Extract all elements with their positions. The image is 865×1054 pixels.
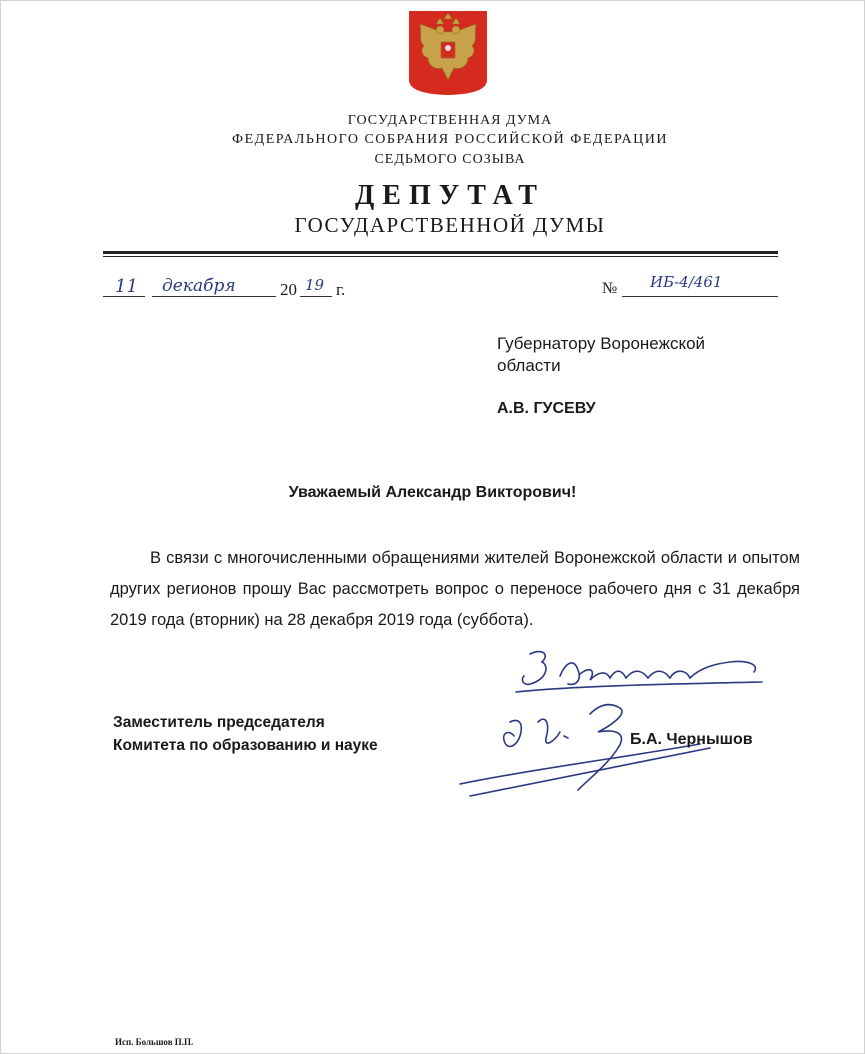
header-subtitle: ГОСУДАРСТВЕННОЙ ДУМЫ: [294, 213, 606, 237]
recipient-position: Губернатору Воронежской области: [497, 334, 706, 375]
coat-of-arms-emblem: [408, 10, 488, 96]
date-year-suffix: 19: [305, 276, 325, 294]
signatory-position-line-1: Заместитель председателя: [113, 714, 325, 731]
header-rule-thick: [103, 251, 778, 254]
header-rule-thin: [103, 256, 778, 257]
executor-note: Исп. Большов П.П.: [115, 1037, 194, 1047]
number-value: ИБ-4/461: [650, 273, 723, 291]
letter-body: В связи с многочисленными обращениями жителей Воронежской области и опытом других регионов прошу Вас рассмотреть вопрос о переносе рабочего дня с 31 декабря 2019 года (вторник) на 28 декабря 2019 года (суббота).: [110, 549, 800, 629]
signatory-name: Б.А. Чернышов: [630, 731, 753, 748]
header-title: ДЕПУТАТ: [355, 180, 545, 211]
date-month-underline: [152, 296, 276, 297]
greeting: Уважаемый Александр Викторович!: [288, 484, 577, 501]
date-year-prefix: 20: [280, 280, 297, 299]
signatory-position-line-2: Комитета по образованию и науке: [113, 737, 378, 754]
date-year-underline: [300, 296, 332, 297]
header-line-2: ФЕДЕРАЛЬНОГО СОБРАНИЯ РОССИЙСКОЙ ФЕДЕРАЦИИ: [232, 132, 668, 147]
date-year-unit: г.: [336, 280, 346, 299]
date-day: 11: [115, 276, 138, 297]
recipient-name: А.В. ГУСЕВУ: [497, 400, 596, 417]
header-line-3: СЕДЬМОГО СОЗЫВА: [374, 152, 526, 167]
signatory-position: [113, 711, 378, 757]
handwritten-closing-and-signature: [450, 640, 780, 800]
number-underline: [622, 296, 778, 297]
header-line-1: ГОСУДАРСТВЕННАЯ ДУМА: [347, 113, 553, 128]
date-month: декабря: [162, 276, 236, 296]
number-label: №: [602, 280, 618, 297]
